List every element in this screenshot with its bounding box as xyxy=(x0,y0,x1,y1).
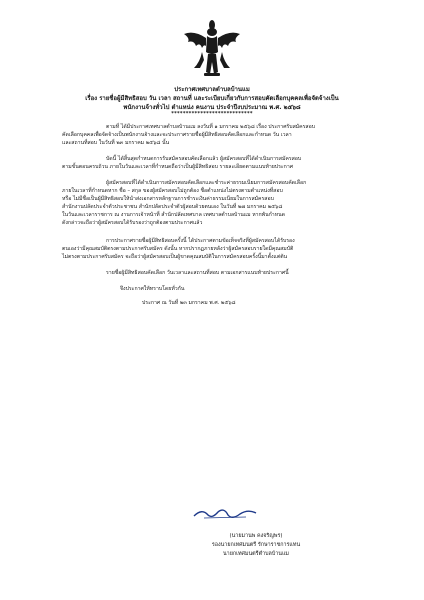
subject-line-1: เรื่อง รายชื่อผู้มีสิทธิสอบ วัน เวลา สถานที่ และระเบียบเกี่ยวกับการสอบคัดเลือกบุคคลเพื่อจัดจ้างเป็น xyxy=(85,95,339,102)
paragraph-4-line: ตนเองว่ามีคุณสมบัติตรงตามประกาศรับสมัคร ดังนั้น หากปรากฏภายหลังว่าผู้สมัครสอบรายใดมีคุณสมบัติ xyxy=(62,246,294,252)
paragraph-2-line: ตามขั้นตอนครบถ้วน ภายในวันและเวลาที่กำหนดถือว่าเป็นผู้มีสิทธิสอบ รายละเอียดตามแนบท้ายประกาศ xyxy=(62,164,294,170)
paragraph-3-line: สำนักงานปลัดประจำตัวประชาชน สำนักปลัดประจำตัวผู้สอบด้วยตนเอง ในวันที่ ๒๗ มกราคม ๒๕๖๘ xyxy=(62,204,283,210)
paragraph-4-line: ไม่ตรงตามประกาศรับสมัคร จะถือว่าผู้สมัครสอบเป็นผู้ขาดคุณสมบัติในการสมัครสอบครั้งนี้มาตั้งแต่ต้น xyxy=(62,254,288,260)
paragraph-3-line: ภายในเวลาที่กำหนดหาก ชื่อ – สกุล ของผู้สมัครสอบไม่ถูกต้อง ชื่อตำแหน่งไม่ตรงตามตำแหน่งที่สอบ xyxy=(62,188,283,194)
subject-line-2: พนักงานจ้างทั่วไป ตำแหน่ง คนงาน ประจำปีงบประมาณ พ.ศ. ๒๕๖๘ xyxy=(123,104,301,111)
announcement-date: ประกาศ ณ วันที่ ๒๓ มกราคม พ.ศ. ๒๕๖๘ xyxy=(142,300,236,306)
org-heading: ประกาศเทศบาลตำบลบ้านแม xyxy=(174,86,250,93)
paragraph-3-line: ในวันและเวลาราชการ ณ งานการเจ้าหน้าที่ สำนักปลัดเทศบาล เทศบาลตำบลบ้านแม หากพ้นกำหนด xyxy=(62,212,286,218)
attachment-note: รายชื่อผู้มีสิทธิสอบคัดเลือก วันเวลาและสถานที่สอบ ตามเอกสารแนบท้ายประกาศนี้ xyxy=(106,270,289,276)
garuda-emblem-icon xyxy=(180,16,244,78)
paragraph-1-line: ตามที่ ได้มีประกาศเทศบาลตำบลบ้านแม ลงวันที่ ๑ มกราคม ๒๕๖๘ เรื่อง ประกาศรับสมัครสอบ xyxy=(106,124,315,130)
paragraph-3-line: ดังกล่าวจะถือว่าผู้สมัครสอบได้รับรองว่าถูกต้องตามประกาศแล้ว xyxy=(62,220,203,226)
paragraph-4-line: การประกาศรายชื่อผู้มีสิทธิสอบครั้งนี้ ได้ประกาศตามข้อเท็จจริงที่ผู้สมัครสอบได้รับรอง xyxy=(106,238,295,244)
signatory-position-1: รองนายกเทศมนตรี รักษาราชการแทน xyxy=(211,542,301,548)
paragraph-2-line: บัดนี้ ได้สิ้นสุดกำหนดการรับสมัครสอบคัดเลือกแล้ว ผู้สมัครสอบที่ได้ดำเนินการสมัครสอบ xyxy=(106,156,302,162)
closing-line: จึงประกาศให้ทราบโดยทั่วกัน xyxy=(120,286,185,292)
signature-icon xyxy=(190,506,260,522)
signatory-position-2: นายกเทศมนตรีตำบลบ้านแม xyxy=(222,551,289,557)
separator-stars: **************************** xyxy=(171,111,253,117)
paragraph-3-line: ผู้สมัครสอบที่ได้ดำเนินการสมัครสอบคัดเลือกและชำระค่าธรรมเนียมการสมัครสอบคัดเลือก xyxy=(106,180,307,186)
paragraph-1-line: คัดเลือกบุคคลเพื่อจัดจ้างเป็นพนักงานจ้างและจะประกาศรายชื่อผู้มีสิทธิสอบคัดเลือกและกำหนด วัน เวลา xyxy=(62,132,292,138)
paragraph-1-line: และสถานที่สอบ ในวันที่ ๒๓ มกราคม ๒๕๖๘ นั้น xyxy=(62,140,170,146)
paragraph-3-line: หรือ ไม่มีชื่อเป็นผู้มีสิทธิสอบให้นำส่งเอกสารหลักฐานการชำระเงินค่าธรรมเนียมในการสมัครสอบ xyxy=(62,196,274,202)
signatory-name: (นายมานพ คงจริญพร) xyxy=(229,533,283,539)
